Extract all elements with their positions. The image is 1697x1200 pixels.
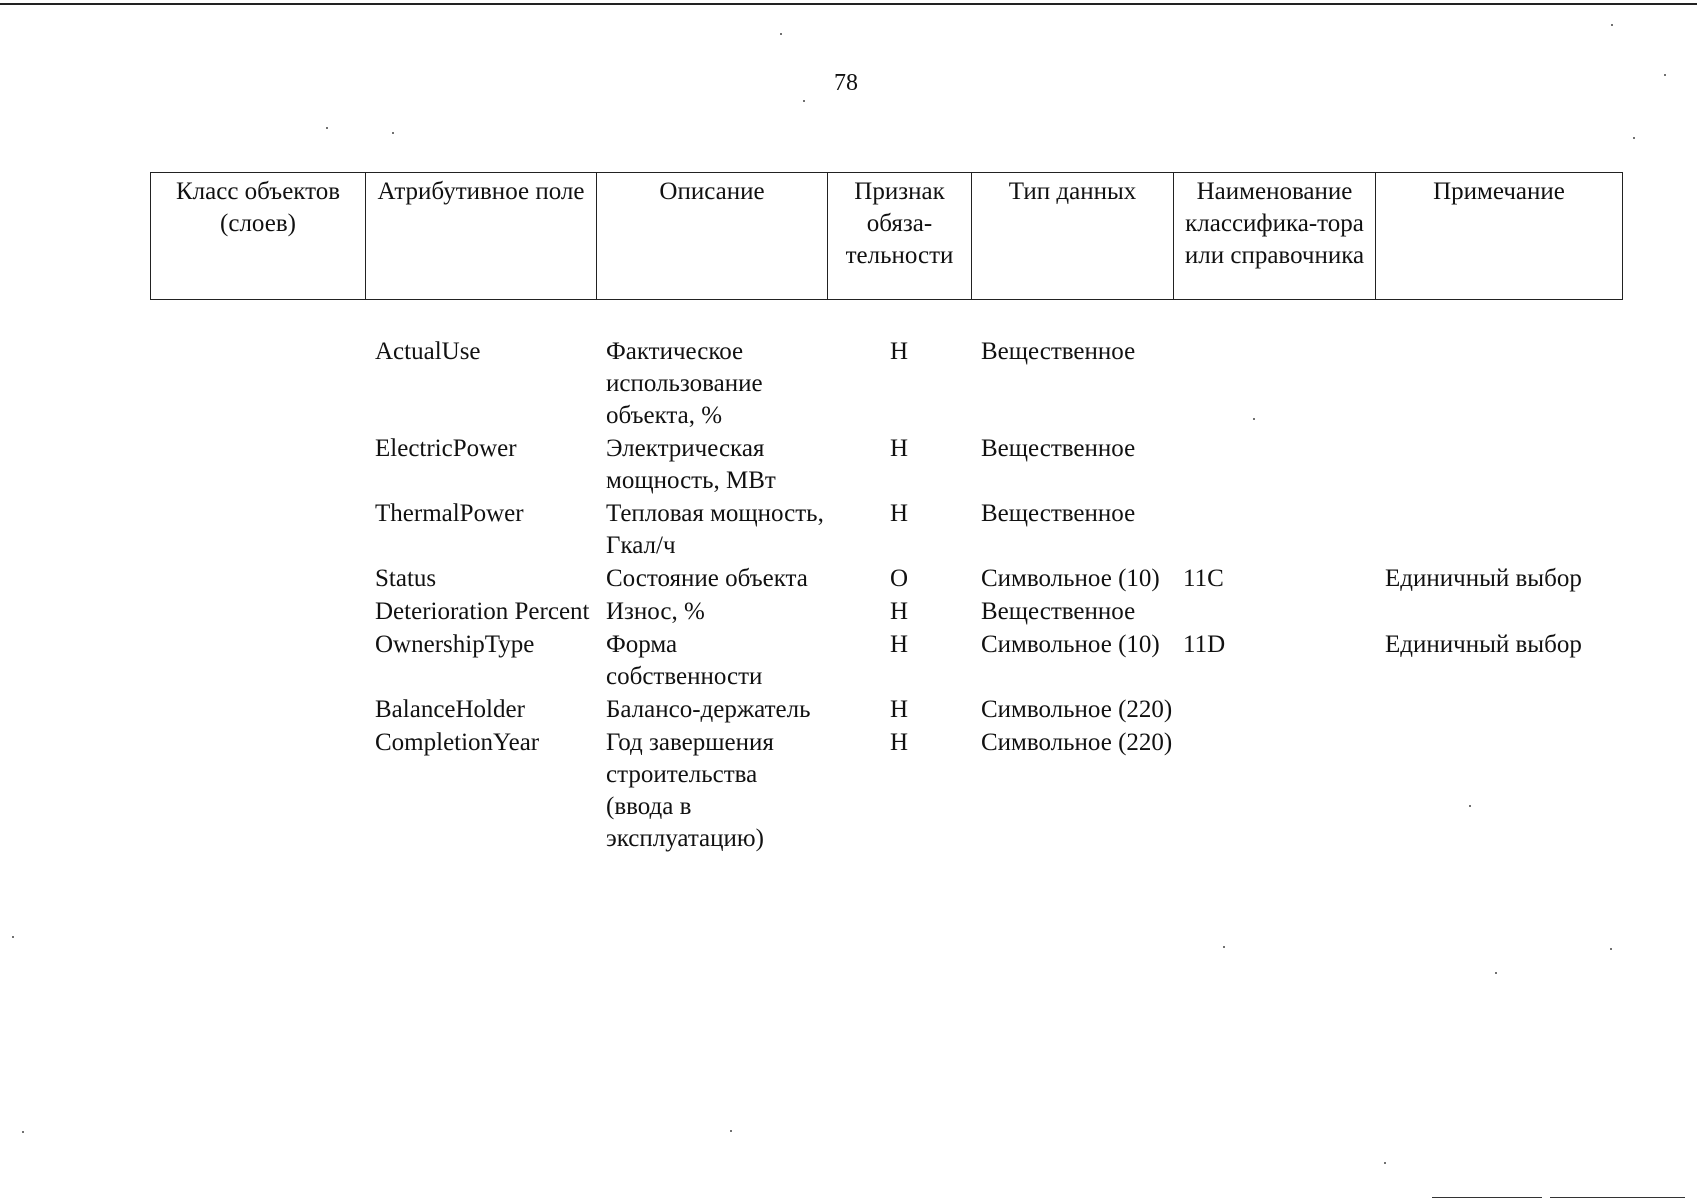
cell-attribute-field: ActualUse bbox=[375, 338, 481, 365]
cell-attribute-field: CompletionYear bbox=[375, 729, 540, 756]
cell-note: Единичный выбор bbox=[1385, 565, 1582, 592]
cell-classifier bbox=[1173, 498, 1375, 563]
header-class: Класс объектов (слоев) bbox=[151, 173, 366, 300]
page-number: 78 bbox=[834, 70, 858, 96]
cell-required: Н bbox=[889, 631, 909, 658]
scan-speck bbox=[392, 132, 394, 134]
scan-speck bbox=[1633, 137, 1635, 139]
cell-required: Н bbox=[889, 338, 909, 365]
cell-classifier bbox=[1173, 433, 1375, 498]
cell-note bbox=[1375, 596, 1622, 629]
table-header bbox=[150, 172, 1623, 300]
scan-speck bbox=[1384, 1162, 1386, 1164]
scan-speck bbox=[12, 936, 14, 938]
cell-data-type: Символьное (220) bbox=[981, 729, 1173, 756]
table-row bbox=[150, 694, 1622, 727]
cell-required: Н bbox=[889, 500, 909, 527]
scan-speck bbox=[1611, 24, 1613, 26]
scan-speck bbox=[803, 100, 805, 102]
table-row bbox=[150, 727, 1622, 856]
cell-required: Н bbox=[889, 435, 909, 462]
cell-data-type: Символьное (220) bbox=[981, 696, 1173, 723]
cell-description: Износ, % bbox=[606, 598, 705, 625]
table-body bbox=[150, 336, 1622, 856]
table-row bbox=[150, 596, 1622, 629]
scan-speck bbox=[22, 1131, 24, 1133]
cell-note: Единичный выбор bbox=[1385, 631, 1582, 658]
cell-description: Фактическое использование объекта, % bbox=[606, 338, 763, 429]
cell-description: Состояние объекта bbox=[606, 565, 808, 592]
cell-data-type: Вещественное bbox=[981, 338, 1136, 365]
cell-required: О bbox=[889, 565, 909, 592]
scan-speck bbox=[780, 33, 782, 35]
cell-attribute-field: OwnershipType bbox=[375, 631, 535, 658]
scan-speck bbox=[1253, 418, 1255, 420]
cell-classifier: 11С bbox=[1183, 565, 1224, 592]
scan-speck bbox=[1223, 946, 1225, 948]
cell-classifier: 11D bbox=[1183, 631, 1226, 658]
table-row bbox=[150, 336, 1622, 433]
cell-description: Электрическая мощность, МВт bbox=[606, 435, 776, 494]
cell-classifier bbox=[1173, 727, 1375, 856]
cell-classifier bbox=[1173, 694, 1375, 727]
cell-description: Тепловая мощность, Гкал/ч bbox=[606, 500, 824, 559]
cell-data-type: Вещественное bbox=[981, 435, 1136, 462]
cell-classifier bbox=[1173, 596, 1375, 629]
cell-attribute-field: ElectricPower bbox=[375, 435, 517, 462]
cell-attribute-field: Status bbox=[375, 565, 437, 592]
top-rule bbox=[0, 3, 1697, 5]
scan-speck bbox=[1495, 972, 1497, 974]
cell-required: Н bbox=[889, 696, 909, 723]
cell-attribute-field: ThermalPower bbox=[375, 500, 524, 527]
header-data-type: Тип данных bbox=[972, 173, 1174, 300]
cell-data-type: Вещественное bbox=[981, 598, 1136, 625]
cell-classifier bbox=[1173, 336, 1375, 433]
header-note: Примечание bbox=[1376, 173, 1623, 300]
cell-data-type: Символьное (10) bbox=[981, 631, 1160, 658]
scan-speck bbox=[730, 1130, 732, 1132]
cell-attribute-field: BalanceHolder bbox=[375, 696, 525, 723]
cell-description: Форма собственности bbox=[606, 631, 763, 690]
cell-required: Н bbox=[889, 729, 909, 756]
header-classifier: Наименование классифика-тора или справочника bbox=[1174, 173, 1376, 300]
scan-speck bbox=[1610, 948, 1612, 950]
header-description: Описание bbox=[597, 173, 828, 300]
scan-speck bbox=[1664, 74, 1666, 76]
table-row bbox=[150, 563, 1622, 596]
cell-note bbox=[1375, 336, 1622, 433]
bottom-scan-line bbox=[1550, 1197, 1685, 1198]
cell-attribute-field: Deterioration Percent bbox=[375, 598, 590, 625]
cell-note bbox=[1375, 694, 1622, 727]
cell-note bbox=[1375, 498, 1622, 563]
cell-data-type: Вещественное bbox=[981, 500, 1136, 527]
table-row bbox=[150, 498, 1622, 563]
cell-note bbox=[1375, 433, 1622, 498]
cell-description: Год завершения строительства (ввода в эксплуатацию) bbox=[606, 729, 774, 852]
cell-note bbox=[1375, 727, 1622, 856]
cell-description: Балансо-держатель bbox=[606, 696, 811, 723]
table-row bbox=[150, 433, 1622, 498]
header-required: Признак обяза-тельности bbox=[828, 173, 972, 300]
bottom-scan-line bbox=[1432, 1197, 1542, 1198]
scan-speck bbox=[1469, 805, 1471, 807]
cell-data-type: Символьное (10) bbox=[981, 565, 1160, 592]
table-row bbox=[150, 629, 1622, 694]
cell-required: Н bbox=[889, 598, 909, 625]
scan-speck bbox=[326, 127, 328, 129]
header-attribute-field: Атрибутивное поле bbox=[366, 173, 597, 300]
